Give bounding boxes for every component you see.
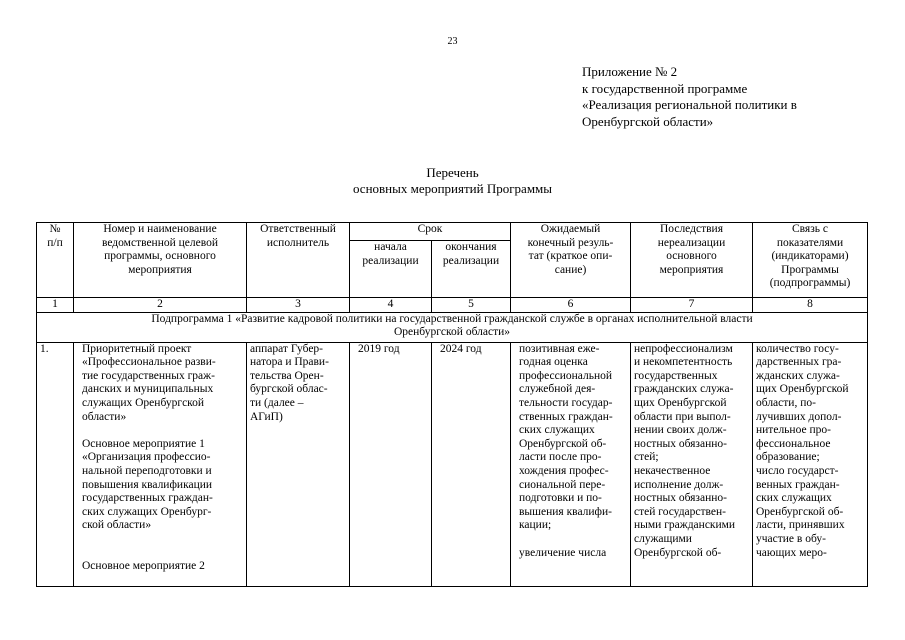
row1-result: позитивная еже- годная оценка профессиональной служебной дея- тельности государ- ственных граждан- ских служащих Оренбургской об- ласти после про- хождения профес- сиональной пере- подготовки и по- вышения квалифи- кации; увеличение числа xyxy=(511,342,631,586)
col-number-1: 1 xyxy=(37,298,74,313)
row1-executor: аппарат Губер- натора и Прави- тельства Орен- бургской облас- ти (далее – АГиП) xyxy=(247,342,350,586)
col-number-7: 7 xyxy=(631,298,753,313)
subprogram-row: Подпрограмма 1 «Развитие кадровой политики на государственной гражданской службе в органах исполнительной власти Оренбургской области» xyxy=(37,312,868,342)
row1-name: Приоритетный проект «Профессиональное разви- тие государственных граж- данских и муниципальных служащих Оренбургской области» Основное мероприятие 1 «Организация профессио- нальной переподготовки и повышения квалификации государственных граждан- ских служащих Оренбург- ской области» Основное мероприятие 2 xyxy=(74,342,247,586)
col-number-3: 3 xyxy=(247,298,350,313)
col-number-5: 5 xyxy=(432,298,511,313)
header-term-end: окончания реализации xyxy=(432,241,511,298)
document-title xyxy=(0,165,905,197)
page-number: 23 xyxy=(447,36,458,47)
row1-num: 1. xyxy=(37,342,74,586)
appendix-header xyxy=(582,64,797,130)
header-term: Срок xyxy=(350,223,511,241)
appendix-line-2: к государственной программе xyxy=(582,80,748,96)
row1-end: 2024 год xyxy=(432,342,511,586)
title-line-1: Перечень xyxy=(426,165,479,180)
appendix-line-1: Приложение № 2 xyxy=(582,64,678,79)
col-number-2: 2 xyxy=(74,298,247,313)
col-number-6: 6 xyxy=(511,298,631,313)
header-result: Ожидаемый конечный резуль- тат (краткое опи- сание) xyxy=(511,223,631,298)
col-number-8: 8 xyxy=(753,298,868,313)
measures-table xyxy=(36,222,868,587)
header-term-start: начала реализации xyxy=(350,241,432,298)
col-number-4: 4 xyxy=(350,298,432,313)
header-consequences: Последствия нереализации основного мероприятия xyxy=(631,223,753,298)
header-executor: Ответственный исполнитель xyxy=(247,223,350,298)
row1-start: 2019 год xyxy=(350,342,432,586)
appendix-line-3: «Реализация региональной политики в xyxy=(582,97,797,112)
title-line-2: основных мероприятий Программы xyxy=(352,181,553,196)
header-name: Номер и наименование ведомственной целевой программы, основного мероприятия xyxy=(74,223,247,298)
row1-link: количество госу- дарственных гра- жданских служа- щих Оренбургской области, по- лучивших допол- нительное про- фессиональное образование; число государст- венных граждан- ских служащих Оренбургской об- ласти, принявших участие в обу- чающих меро- xyxy=(753,342,868,586)
row1-consequences: непрофессионализм и некомпетентность государственных гражданских служа- щих Оренбургской области при выпол- нении своих долж- ностных обязанно- стей; некачественное исполнение долж- ностных обязанно- стей государствен- ными гражданскими служащими Оренбургской об- xyxy=(631,342,753,586)
header-link: Связь с показателями (индикаторами) Программы (подпрограммы) xyxy=(753,223,868,298)
appendix-line-4: Оренбургской области» xyxy=(582,113,714,129)
header-num: № п/п xyxy=(37,223,74,298)
